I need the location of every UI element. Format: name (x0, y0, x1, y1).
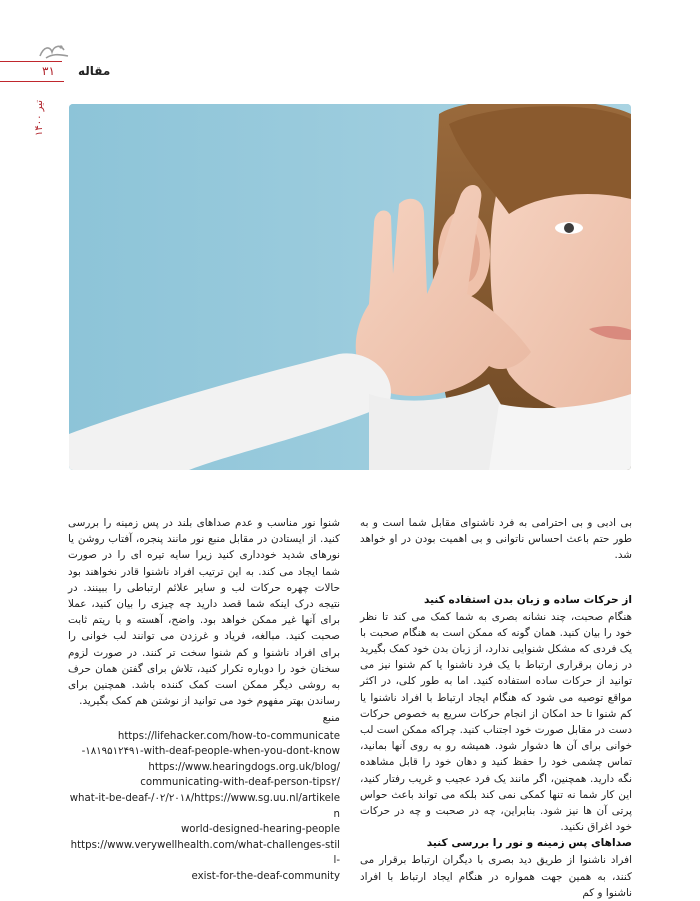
section-label: مقاله (78, 64, 111, 78)
article-column-left (68, 515, 340, 885)
reference-link[interactable]: https://www.hearingdogs.org.uk/blog/ (148, 761, 340, 773)
magazine-logo-icon (38, 42, 70, 60)
page-number: ۳۱ (42, 64, 55, 78)
source-label: منبع (322, 712, 340, 725)
reference-link[interactable]: -۱۸۱۹۵۱۲۴۹۱-with-deaf-people-when-you-dont-know (81, 746, 340, 758)
article-column-right (360, 515, 632, 901)
intro-paragraph: بی ادبی و بی احترامی به فرد ناشنوای مقابل شما است و به طور حتم باعث احساس ناتوانی و بی اهمیت بودن در او خواهد شد. (360, 517, 632, 562)
reference-list (68, 729, 340, 885)
child-cupping-ear-illustration (69, 104, 631, 470)
reference-link[interactable]: https://lifehacker.com/how-to-communicate (117, 730, 340, 742)
article-photo (69, 104, 631, 470)
heading-body-language: از حرکات ساده و زبان بدن استفاده کنید (423, 593, 632, 606)
reference-link[interactable]: communicating-with-deaf-person-tips۲/ (140, 777, 340, 789)
header-rule-left (0, 61, 62, 62)
reference-link[interactable]: exist-for-the-deaf-community (191, 870, 340, 882)
heading-background-noise: صداهای پس زمینه و نور را بررسی کنید (426, 837, 632, 850)
paragraph-body-language: هنگام صحبت، چند نشانه بصری به شما کمک می کند تا نظر خود را بیان کنید. همان گونه که ممکن است به هنگام صحبت با یک فردی که مشکل شنوایی ندارد، از زبان بدن خود کمک بگیرید در زمان برقراری ارتباط با یک فرد ناشنوا یا کم شنوا نیز می توانید از حرکات ساده استفاده کنید. اما به طور کلی، در اکثر مواقع توصیه می شود که هنگام ایجاد ارتباط با افراد ناشنوا یا کم شنوا تا حد امکان از انجام حرکات سریع به خصوص حرکات دست در مقابل صورت خود اجتناب کنید. چراکه ممکن است لب خوانی برای آن ها دشوار شود. همیشه رو به روی آنها بمانید، تماس چشمی خود را حفظ کنید و دهان خود را قابل مشاهده نگه دارید. همچنین، اگر مانند یک فرد عجیب و غریب رفتار کنید، این کار شما نه تنها کمکی نمی کند بلکه می تواند باعث حواس پرتی آن ها نیز شود. بنابراین، چه در صحبت و چه در حرکات خود اغراق نکنید. (360, 610, 632, 834)
header-rule-under-number (0, 81, 64, 82)
reference-link[interactable]: what-it-be-deaf-/۰۲/۲۰۱۸/https://www.sg.uu.nl/artikelen (69, 793, 340, 820)
issue-date: تیر ۱۴۰۰ (34, 100, 45, 136)
reference-link[interactable]: world-designed-hearing-people (180, 824, 340, 836)
paragraph-lighting: شنوا نور مناسب و عدم صداهای بلند در پس زمینه را بررسی کنید. از ایستادن در مقابل منبع نور مانند پنجره، آفتاب روشن یا نورهای شدید خودداری کنید زیرا سایه تیره ای را در صورت شما ایجاد می کند. به این ترتیب افراد ناشنوا قادر نخواهند بود حالات چهره حرکات لب و سایر علائم ارتباطی را ببینند. در نتیجه درک اینکه شما قصد دارید چه چیزی را بیان کنید، عملا برای آنها غیر ممکن خواهد بود. واضح، آهسته و با ریتم ثابت صحبت کنید. مبالغه، فریاد و غرزدن می توانند لب خوانی را برای افراد ناشنوا و کم شنوا سخت تر کنند. در صورت لزوم سخنان خود را دوباره تکرار کنید، تلاش برای گفتن همان حرف به روشی دیگر ممکن است کمک کننده باشد. همچنین برای رساندن بهتر مفهوم خود می توانید از نوشتن هم کمک بگیرید. (68, 517, 340, 708)
paragraph-background-noise: افراد ناشنوا از طریق دید بصری با دیگران ارتباط برقرار می کنند، به همین جهت همواره در هنگام ایجاد ارتباط با افراد ناشنوا و کم (360, 854, 632, 899)
reference-link[interactable]: https://www.verywellhealth.com/what-challenges-still- (70, 839, 340, 867)
